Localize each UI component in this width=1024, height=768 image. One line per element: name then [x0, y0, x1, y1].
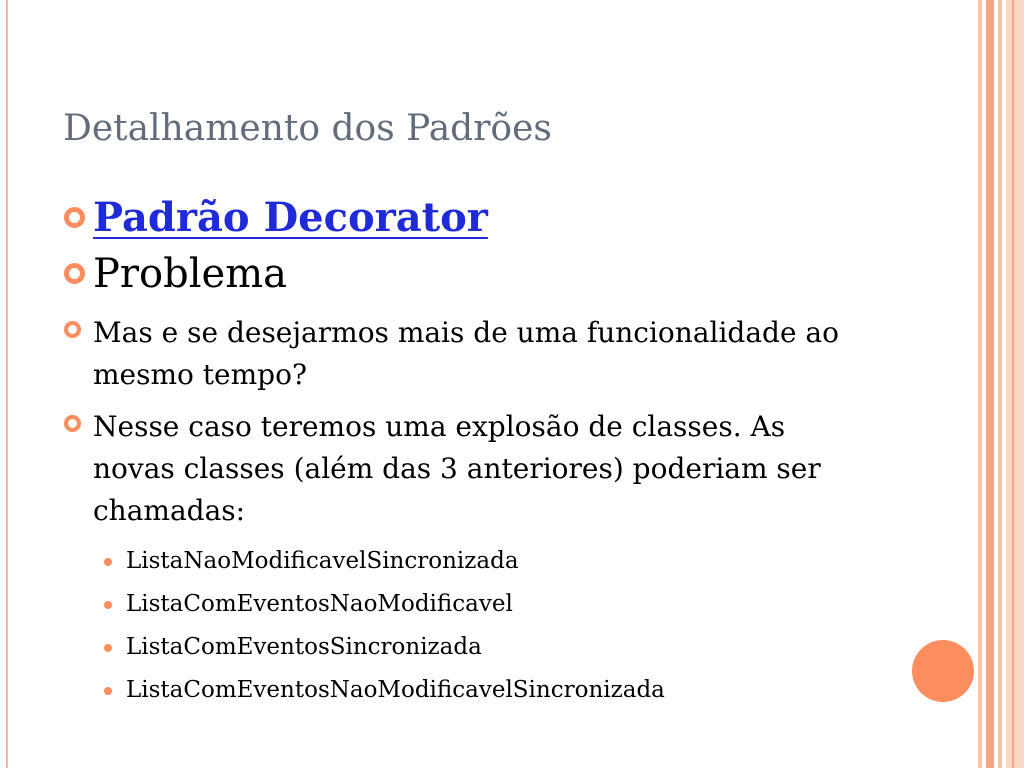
sub-bullet-item	[104, 546, 924, 576]
ring-bullet-icon	[64, 415, 81, 432]
class-name-text: ListaNaoModificavelSincronizada	[126, 548, 519, 574]
bullet-item	[64, 190, 924, 246]
dot-bullet-icon	[104, 644, 112, 652]
sub-bullet-item	[104, 589, 924, 619]
bullet-item	[64, 406, 924, 532]
class-name-text: ListaComEventosNaoModificavel	[126, 591, 513, 617]
decorator-pattern-link[interactable]: Padrão Decorator	[93, 194, 488, 241]
decorative-stripe	[978, 0, 982, 768]
decorative-stripe	[998, 0, 1002, 768]
problem-heading: Problema	[93, 251, 287, 297]
slide-title: Detalhamento dos Padrões	[63, 108, 552, 149]
dot-bullet-icon	[104, 687, 112, 695]
bullet-item	[64, 246, 924, 302]
slide-content	[64, 190, 924, 705]
class-name-text: ListaComEventosNaoModificavelSincronizada	[126, 677, 665, 703]
decorative-stripe	[1006, 0, 1024, 768]
left-border-line	[6, 0, 8, 768]
bullet-item	[64, 312, 924, 396]
sub-bullet-item	[104, 632, 924, 662]
dot-bullet-icon	[104, 601, 112, 609]
paragraph-text: Mas e se desejarmos mais de uma funcionalidade ao mesmo tempo?	[93, 316, 839, 391]
dot-bullet-icon	[104, 558, 112, 566]
ring-bullet-icon	[64, 321, 81, 338]
sub-bullet-item	[104, 675, 924, 705]
paragraph-text: Nesse caso teremos uma explosão de classes. As novas classes (além das 3 anteriores) poderiam ser chamadas:	[93, 410, 821, 527]
ring-bullet-icon	[64, 263, 85, 284]
decorative-stripe	[1012, 0, 1014, 768]
ring-bullet-icon	[64, 207, 85, 228]
class-name-text: ListaComEventosSincronizada	[126, 634, 482, 660]
decorative-stripe	[986, 0, 994, 768]
